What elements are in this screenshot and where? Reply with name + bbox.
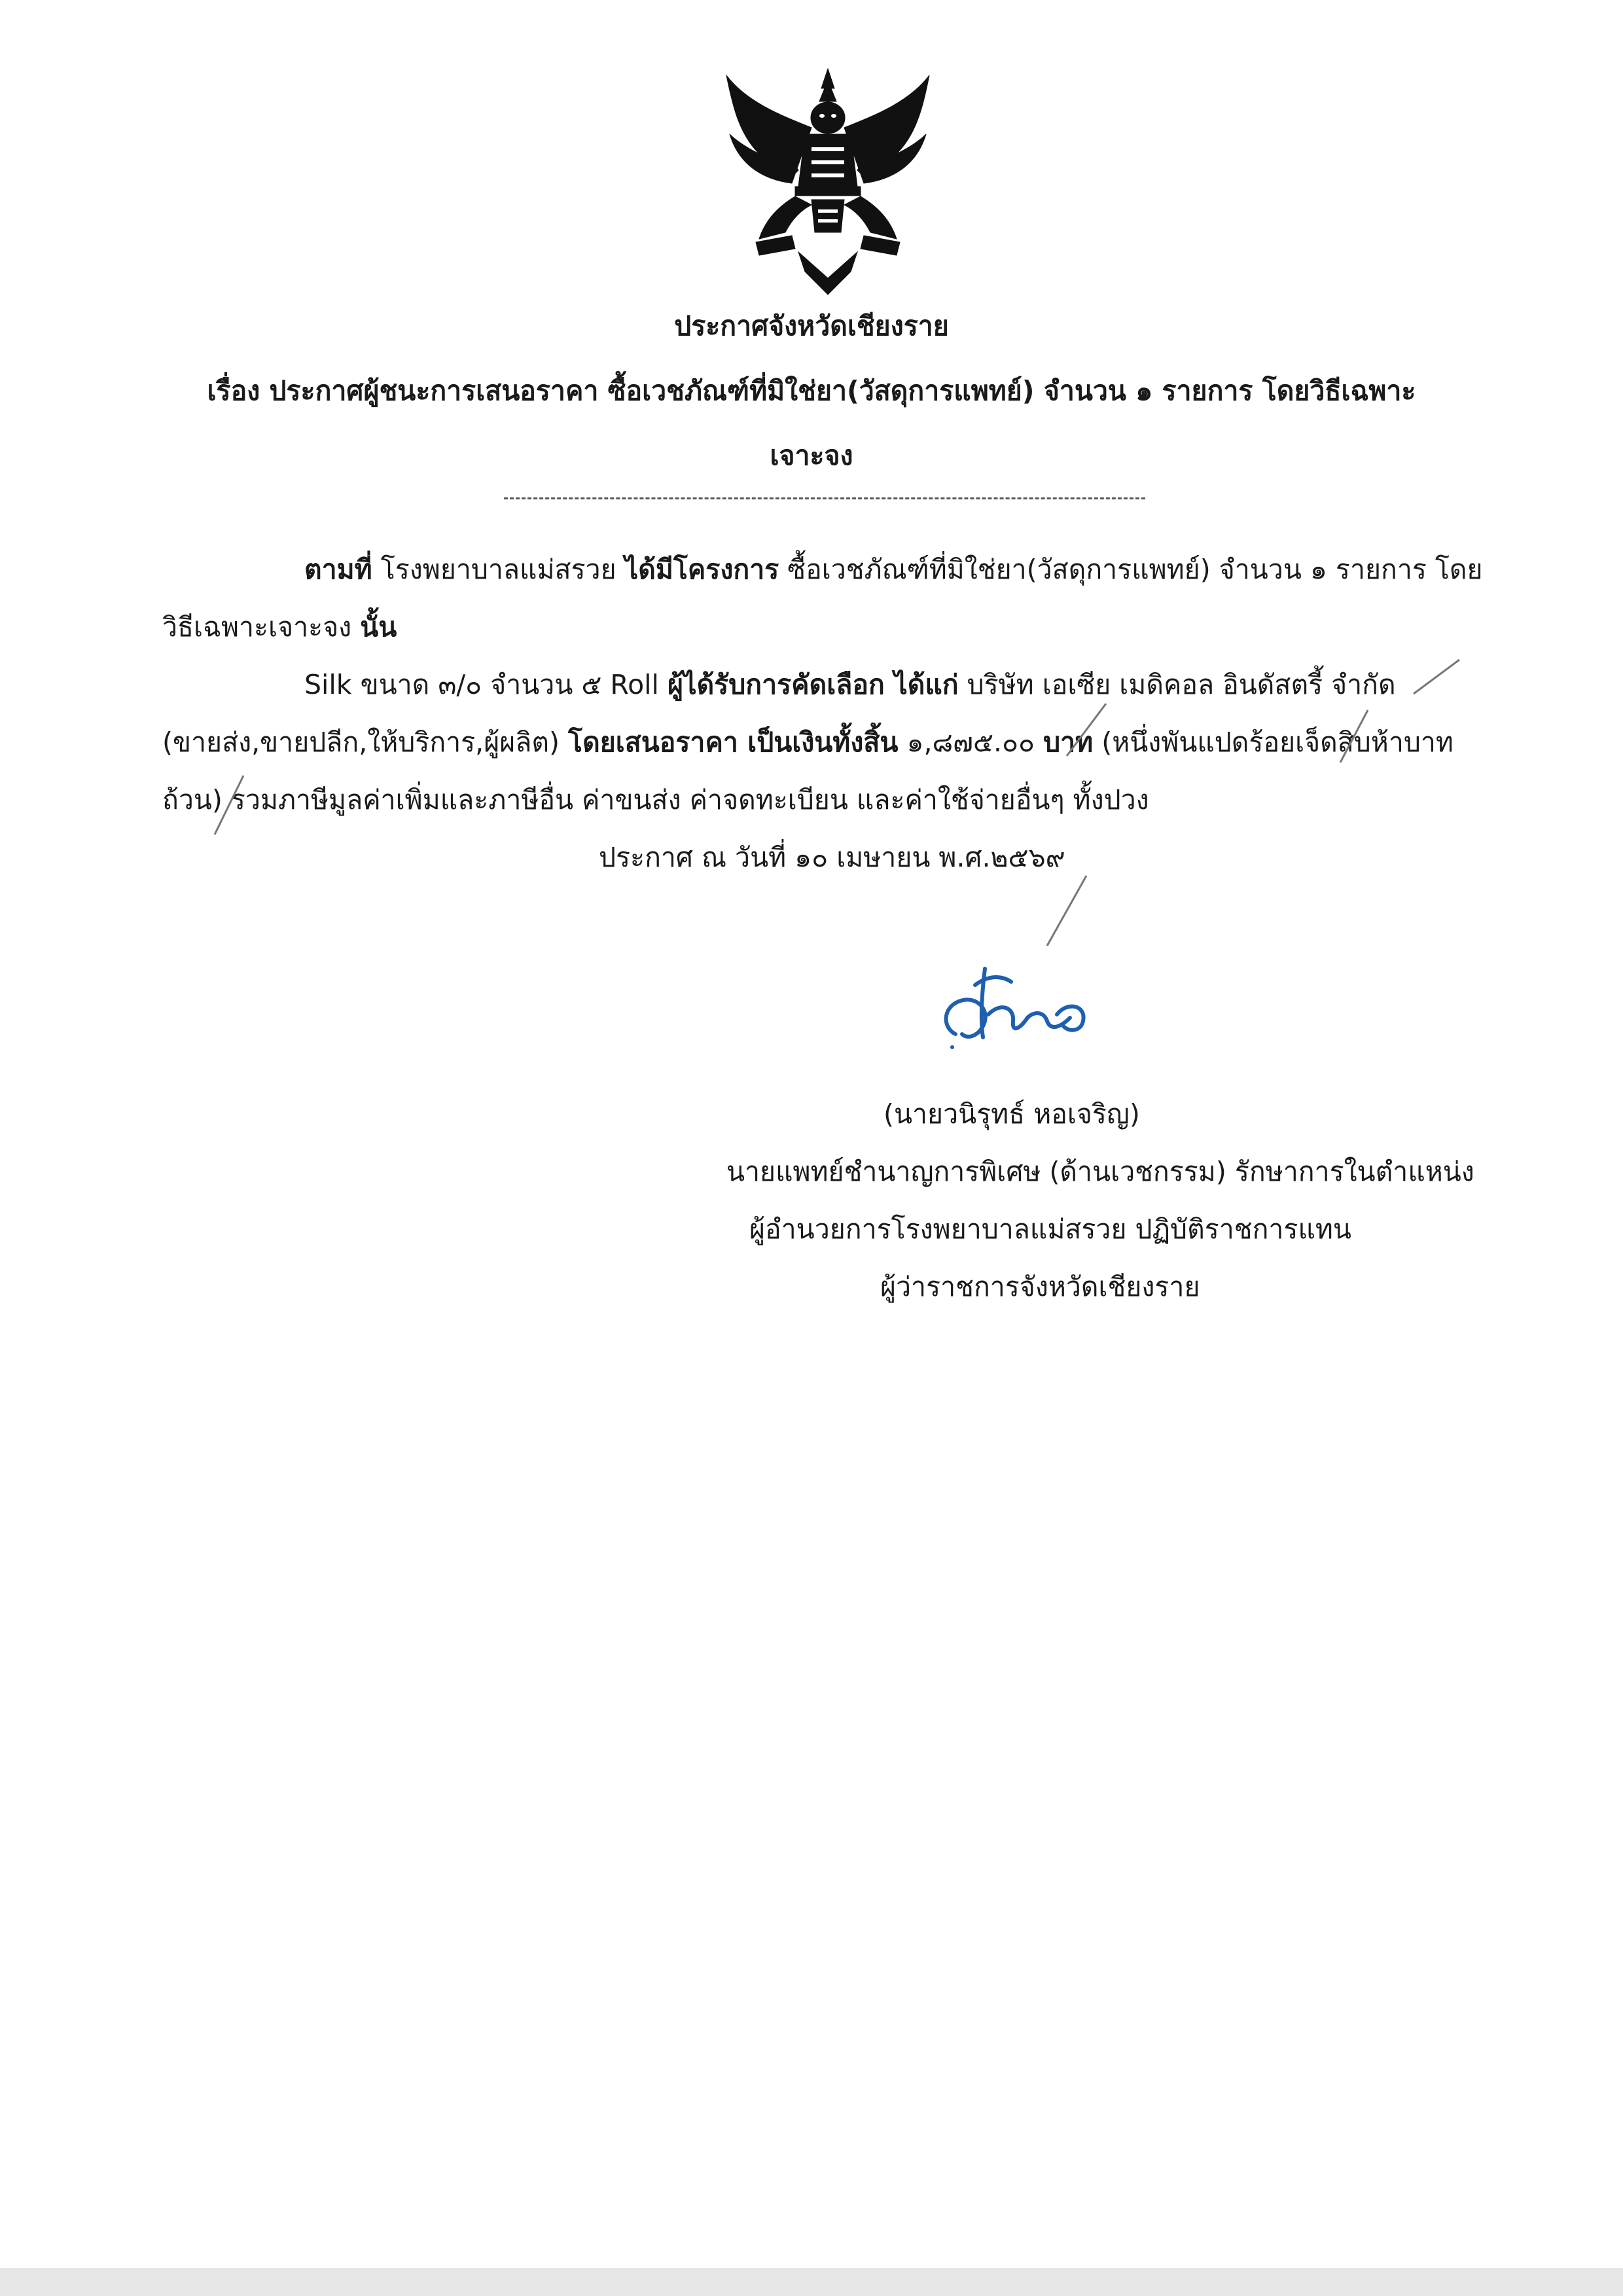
- scan-edge-shade: [0, 2268, 1623, 2296]
- handwritten-signature: [929, 956, 1099, 1054]
- p2-text-b: ผู้ได้รับการคัดเลือก ได้แก่: [667, 669, 959, 700]
- p1-text-b: โรงพยาบาลแม่สรวย: [372, 554, 625, 585]
- p2-line2-text-a: (ขายส่ง,ขายปลีก,ให้บริการ,ผู้ผลิต): [162, 726, 569, 758]
- p1-line2-text-b: นั้น: [360, 611, 397, 643]
- garuda-emblem-icon: [720, 62, 936, 298]
- paragraph-1-line-1: [304, 550, 1483, 589]
- p1-text-d: ซื้อเวชภัณฑ์ที่มิใช่ยา(วัสดุการแพทย์) จำนวน ๑ รายการ โดย: [779, 554, 1483, 585]
- signatory-position-2: ผู้อำนวยการโรงพยาบาลแม่สรวย ปฏิบัติราชการแทน: [749, 1213, 1351, 1245]
- check-mark-icon: [1060, 700, 1113, 759]
- paragraph-2-line-2: [162, 723, 1454, 762]
- p2-text-a: Silk ขนาด ๓/๐ จำนวน ๕ Roll: [304, 669, 668, 700]
- paragraph-2-line-1: [304, 665, 1396, 704]
- p1-line2-text-a: วิธีเฉพาะเจาะจง: [162, 611, 361, 643]
- p1-text-c: ได้มีโครงการ: [624, 554, 779, 585]
- p2-line2-text-e: (หนึ่งพันแปดร้อยเจ็ดสิบห้าบาท: [1093, 726, 1454, 758]
- p2-line2-text-b: โดยเสนอราคา เป็นเงินทั้งสิ้น: [568, 726, 899, 758]
- signatory-position-1: นายแพทย์ชำนาญการพิเศษ (ด้านเวชกรรม) รักษาการในตำแหน่ง: [726, 1156, 1474, 1187]
- separator-dashed-line: [504, 497, 1145, 499]
- p2-line2-text-c: ๑,๘๗๕.๐๐: [898, 726, 1044, 758]
- p2-line2-text-d: บาท: [1043, 726, 1094, 758]
- paragraph-2-line-3: ถ้วน) รวมภาษีมูลค่าเพิ่มและภาษีอื่น ค่าขนส่ง ค่าจดทะเบียน และค่าใช้จ่ายอื่นๆ ทั้งปวง: [162, 784, 1149, 816]
- p2-text-c: บริษัท เอเซีย เมดิคอล อินดัสตรี้ จำกัด: [958, 669, 1396, 700]
- subject-line-1: เรื่อง ประกาศผู้ชนะการเสนอราคา ซื้อเวชภัณฑ์ที่มิใช่ยา(วัสดุการแพทย์) จำนวน ๑ รายการ โดยวิธีเฉพาะ: [207, 375, 1416, 406]
- check-mark-icon: [209, 772, 249, 838]
- subject-line-2: เจาะจง: [770, 440, 853, 471]
- paragraph-1-line-2: [162, 607, 397, 647]
- check-mark-icon: [1041, 870, 1093, 949]
- signatory-name: (นายวนิรุทธ์ หอเจริญ): [883, 1098, 1140, 1130]
- check-mark-icon: [1407, 655, 1466, 700]
- p1-text-a: ตามที่: [304, 554, 372, 585]
- check-mark-icon: [1335, 707, 1374, 766]
- announcement-title: ประกาศจังหวัดเชียงราย: [674, 310, 949, 342]
- signatory-position-3: ผู้ว่าราชการจังหวัดเชียงราย: [880, 1271, 1200, 1302]
- announcement-date: ประกาศ ณ วันที่ ๑๐ เมษายน พ.ศ.๒๕๖๙: [599, 842, 1065, 873]
